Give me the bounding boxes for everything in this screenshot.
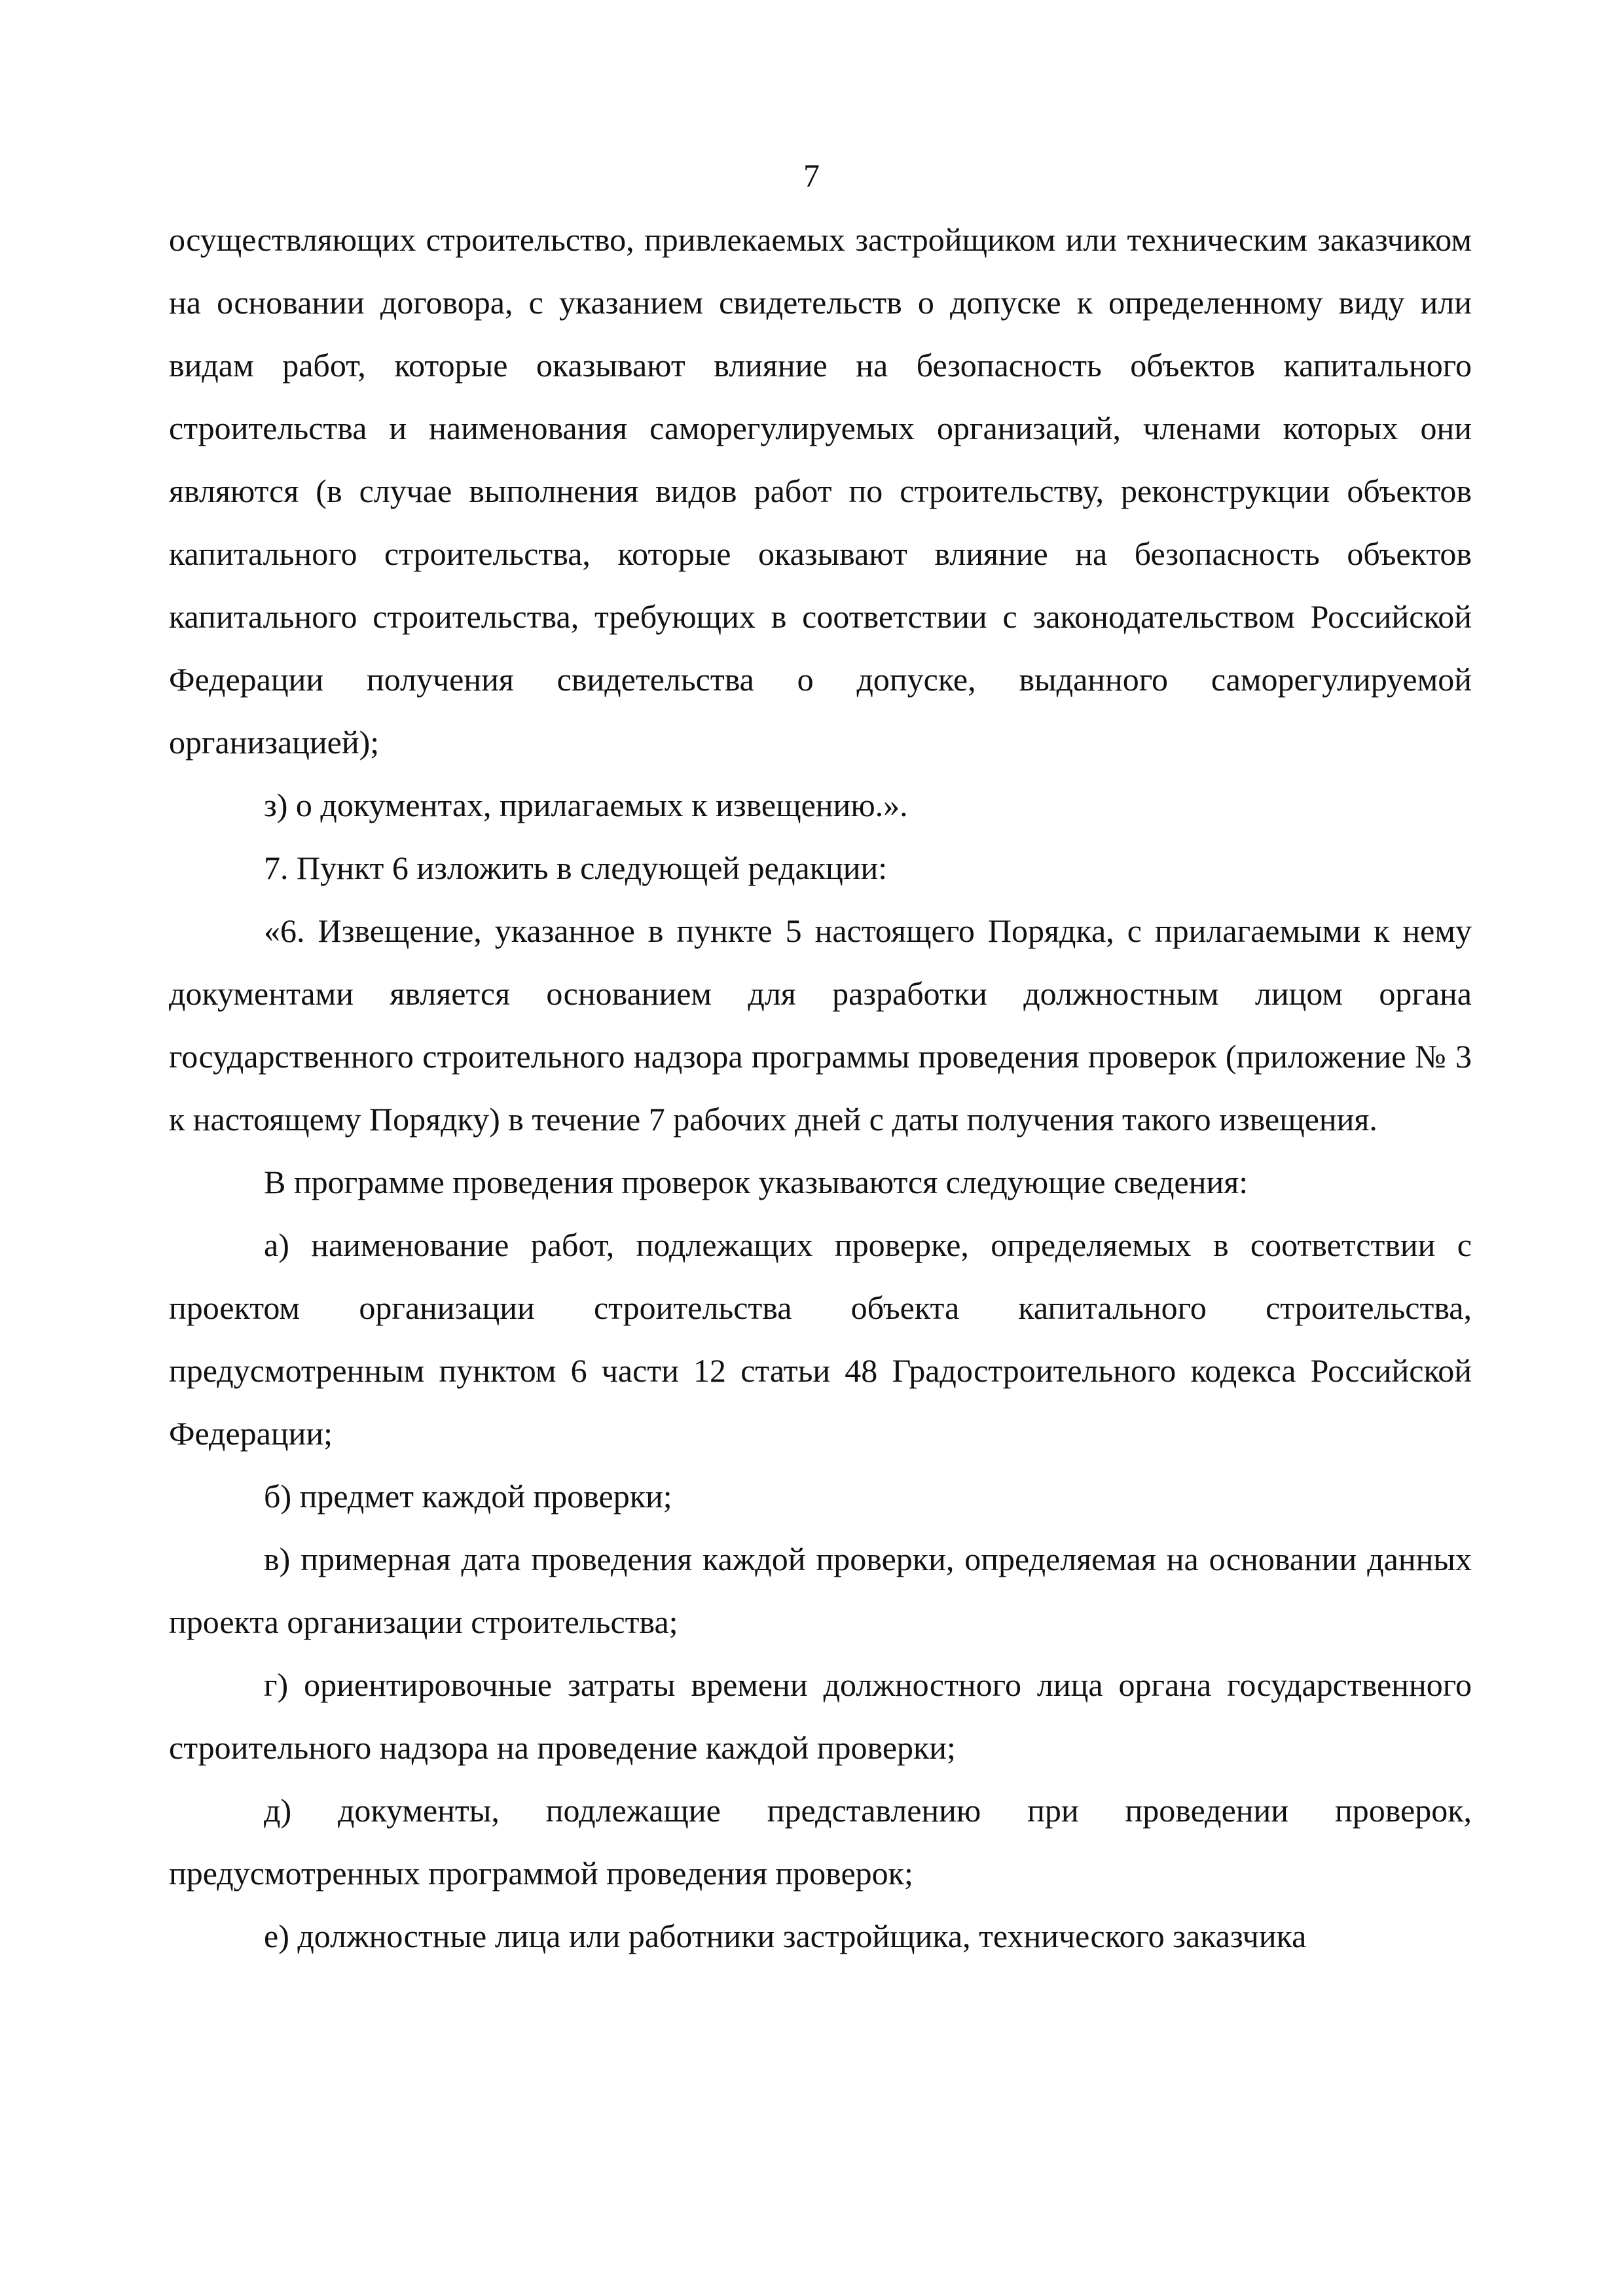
page-number: 7 (803, 157, 820, 194)
paragraph-item-b: б) предмет каждой проверки; (264, 1478, 672, 1515)
document-body (169, 208, 1472, 1967)
paragraph-point-6-text: «6. Извещение, указанное в пункте 5 настоящего Порядка, с прилагаемыми к нему документами является основанием для разработки должностным лицом органа государственного строительного надзора программы проведения проверок (приложение № 3 к настоящему Порядку) в течение 7 рабочих дней с даты получения такого извещения. (169, 912, 1472, 1138)
paragraph-item-v: в) примерная дата проведения каждой проверки, определяемая на основании данных проекта организации строительства; (169, 1541, 1472, 1640)
paragraph-item-e: е) должностные лица или работники застройщика, технического заказчика (264, 1918, 1307, 1954)
paragraph-item-d: д) документы, подлежащие представлению при проведении проверок, предусмотренных программой проведения проверок; (169, 1792, 1472, 1892)
paragraph-item-g: г) ориентировочные затраты времени должностного лица органа государственного строительного надзора на проведение каждой проверки; (169, 1666, 1472, 1766)
paragraph-item-a: а) наименование работ, подлежащих проверке, определяемых в соответствии с проектом организации строительства объекта капитального строительства, предусмотренным пунктом 6 части 12 статьи 48 Градостроительного кодекса Российской Федерации; (169, 1227, 1472, 1452)
paragraph-program-intro: В программе проведения проверок указываются следующие сведения: (264, 1164, 1249, 1200)
paragraph-point-7: 7. Пункт 6 изложить в следующей редакции: (264, 850, 888, 886)
paragraph-continuation: осуществляющих строительство, привлекаемых застройщиком или техническим заказчиком на основании договора, с указанием свидетельств о допуске к определенному виду или видам работ, которые оказывают влияние на безопасность объектов капитального строительства и наименования саморегулируемых организаций, членами которых они являются (в случае выполнения видов работ по строительству, реконструкции объектов капитального строительства, которые оказывают влияние на безопасность объектов капитального строительства, требующих в соответствии с законодательством Российской Федерации получения свидетельства о допуске, выданного саморегулируемой организацией); (169, 221, 1472, 761)
paragraph-item-z: з) о документах, прилагаемых к извещению.». (264, 787, 908, 823)
